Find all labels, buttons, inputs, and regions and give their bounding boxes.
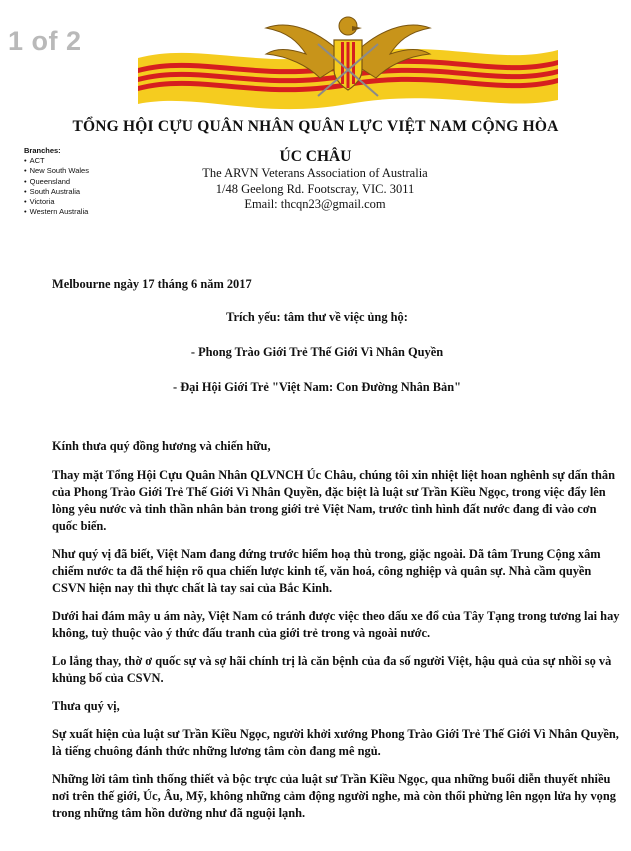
branch-item: • Western Australia <box>24 207 89 217</box>
letter-paragraph: Sự xuất hiện của luật sư Trần Kiều Ngọc, người khởi xướng Phong Trào Giới Trẻ Thế Giới Vì Nhân Quyền, là tiếng chuông đánh thức những lương tâm còn đang mê ngủ. <box>52 727 619 758</box>
letter-paragraph: Dưới hai đám mây u ám này, Việt Nam có tránh được việc theo dấu xe đổ của Tây Tạng trong tương lai hay không, tuỳ thuộc vào ý thức đấu tranh của giới trẻ trong và ngoài nước. <box>52 609 620 640</box>
branches-list <box>24 146 89 217</box>
subject-item: - Phong Trào Giới Trẻ Thế Giới Vì Nhân Quyền <box>190 345 444 359</box>
subject-line: Trích yếu: tâm thư về việc ủng hộ: <box>226 310 408 324</box>
branch-item: • Victoria <box>24 197 89 207</box>
letter-body <box>52 276 622 833</box>
org-email: Email: thcqn23@gmail.com <box>244 197 386 211</box>
subject-item: - Đại Hội Giới Trẻ "Việt Nam: Con Đường Nhân Bản" <box>172 380 461 394</box>
letter-paragraph: Lo lắng thay, thờ ơ quốc sự và sợ hãi chính trị là căn bệnh của đa số người Việt, hậu quả của sự nhồi sọ và khủng bố của CSVN. <box>52 654 612 685</box>
org-title: TỔNG HỘI CỰU QUÂN NHÂN QUÂN LỰC VIỆT NAM CỘNG HÒA <box>72 118 559 135</box>
letter-greeting: Kính thưa quý đồng hương và chiến hữu, <box>52 439 271 453</box>
flag-eagle-emblem-icon <box>138 8 558 114</box>
branch-item: • ACT <box>24 156 89 166</box>
letter-paragraph: Như quý vị đã biết, Việt Nam đang đứng trước hiểm hoạ thù trong, giặc ngoài. Dã tâm Trung Cộng xâm chiếm nước ta đã thể hiện rõ qua chiến lược kinh tế, văn hoá, công nghiệp và quân sự. Nhà cầm quyền CSVN hiện nay thì thực chất là tay sai của Bắc Kinh. <box>52 547 601 595</box>
page-counter: 1 of 2 <box>8 26 82 56</box>
branch-item: • South Australia <box>24 187 89 197</box>
org-address: 1/48 Geelong Rd. Footscray, VIC. 3011 <box>215 181 415 196</box>
letter-paragraph: Thưa quý vị, <box>52 699 120 713</box>
letter-paragraph: Những lời tâm tình thống thiết và bộc trực của luật sư Trần Kiều Ngọc, qua những buổi diễn thuyết nhiều nơi trên thế giới, Úc, Âu, Mỹ, không những cảm động người nghe, mà còn thổi phừng lên ngọn lửa hy vọng trong những tâm hồn dường như đã nguội lạnh. <box>52 772 616 820</box>
letter-date: Melbourne ngày 17 tháng 6 năm 2017 <box>52 277 252 291</box>
org-subtitle: ÚC CHÂU <box>279 148 352 165</box>
branch-item: • New South Wales <box>24 166 89 176</box>
branch-item: • Queensland <box>24 177 89 187</box>
branches-heading: Branches: <box>24 146 61 155</box>
letter-paragraph: Thay mặt Tổng Hội Cựu Quân Nhân QLVNCH Úc Châu, chúng tôi xin nhiệt liệt hoan nghênh sự dấn thân của Phong Trào Giới Trẻ Thế Giới Vì Nhân Quyền, đặc biệt là luật sư Trần Kiều Ngọc, trong việc đẩy lên lòng yêu nước và tinh thần nhân bản trong giới trẻ Việt Nam, trước tình hình đất nước đang đi vào cơn quốc biến. <box>52 468 615 533</box>
contact-block <box>150 166 480 213</box>
org-english-name: The ARVN Veterans Association of Australia <box>202 166 428 180</box>
